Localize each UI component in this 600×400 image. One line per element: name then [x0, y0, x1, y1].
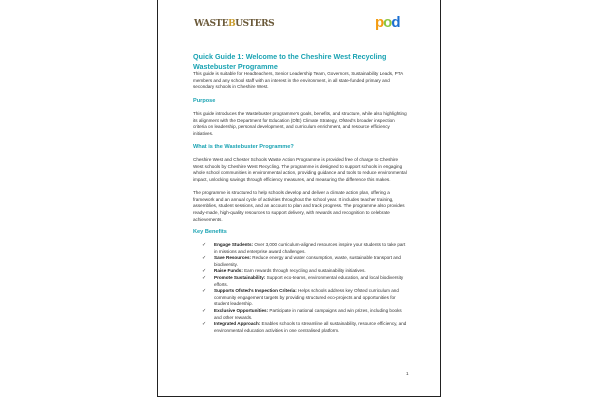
- what-paragraph-2: The programme is structured to help schools develop and deliver a climate action plan, offering a framework and an annual cycle of activities throughout the school year. It includes teacher training, assemblies, student sessions, and an account to plan and track progress. The programme also provides ready-made, high-quality resources to support delivery, with rewards and recognition to celebrate achievements.: [193, 190, 405, 222]
- check-icon: ✓: [202, 268, 207, 275]
- check-icon: ✓: [202, 321, 207, 328]
- what-heading: What is the Wastebuster Programme?: [193, 144, 294, 150]
- check-icon: ✓: [202, 274, 207, 281]
- purpose-paragraph: This guide introduces the Wastebuster programme's goals, benefits, and structure, while also highlighting its alignment with the Department for Education (DfE) Climate Strategy, Ofsted's broader inspection criteria on leadership, personal development, and curriculum enrichment, and resource efficiency initiatives.: [193, 111, 407, 137]
- list-item: ✓ Exclusive Opportunities: Participate in national campaigns and win prizes, including books and other rewards.: [202, 307, 402, 320]
- list-item: ✓ Engage Students: Over 3,000 curriculum-aligned resources inspire your students to take part in missions and enterprise award challenges.: [202, 242, 406, 254]
- list-item: ✓ Promote Sustainability: Support eco-teams, environmental education, and local biodiversity efforts.: [202, 274, 404, 287]
- document-page: [157, 0, 441, 397]
- benefits-list: [202, 242, 410, 334]
- purpose-heading: Purpose: [193, 98, 216, 104]
- check-icon: ✓: [202, 242, 207, 248]
- check-icon: ✓: [202, 288, 207, 295]
- page-number: 1: [406, 371, 409, 376]
- benefits-heading: Key Benefits: [193, 229, 227, 235]
- check-icon: ✓: [202, 307, 207, 314]
- wastebusters-logo: WASTEBUSTERS: [194, 19, 275, 29]
- what-paragraph-1: Cheshire West and Chester Schools Waste Action Programme is provided free of charge to Cheshire West schools by Cheshire West Recycling. The programme is designed to support schools in engaging whole school communities in environmental action, providing guidance and tools to reduce environmental impact, unlocking savings through efficiency measures, and measuring the difference this makes.: [193, 157, 407, 183]
- list-item: ✓ Supports Ofsted's Inspection Criteria: Helps schools address key Ofsted curriculum and community engagement targets by providing structured eco-projects and opportunities for student leadership.: [202, 288, 399, 307]
- intro-paragraph: This guide is suitable for Headteachers, Senior Leadership Team, Governors, Sustainability Leads, PTA members and any school staff with an interest in the environment, in all state-funded primary and secondary schools in Cheshire West.: [193, 71, 403, 90]
- pod-logo: pod: [375, 14, 400, 31]
- list-item: ✓ Save Resources: Reduce energy and water consumption, waste, sustainable transport and biodiversity.: [202, 255, 401, 267]
- document-title: Quick Guide 1: Welcome to the Cheshire West Recycling Wastebuster Programme: [193, 52, 387, 71]
- check-icon: ✓: [202, 255, 207, 262]
- list-item: ✓ Raise Funds: Earn rewards through recycling and sustainability initiatives.: [202, 268, 366, 275]
- list-item: ✓ Integrated Approach: Enables schools to streamline all sustainability, resource efficiency, and environmental education activities in one centralised platform.: [202, 321, 407, 333]
